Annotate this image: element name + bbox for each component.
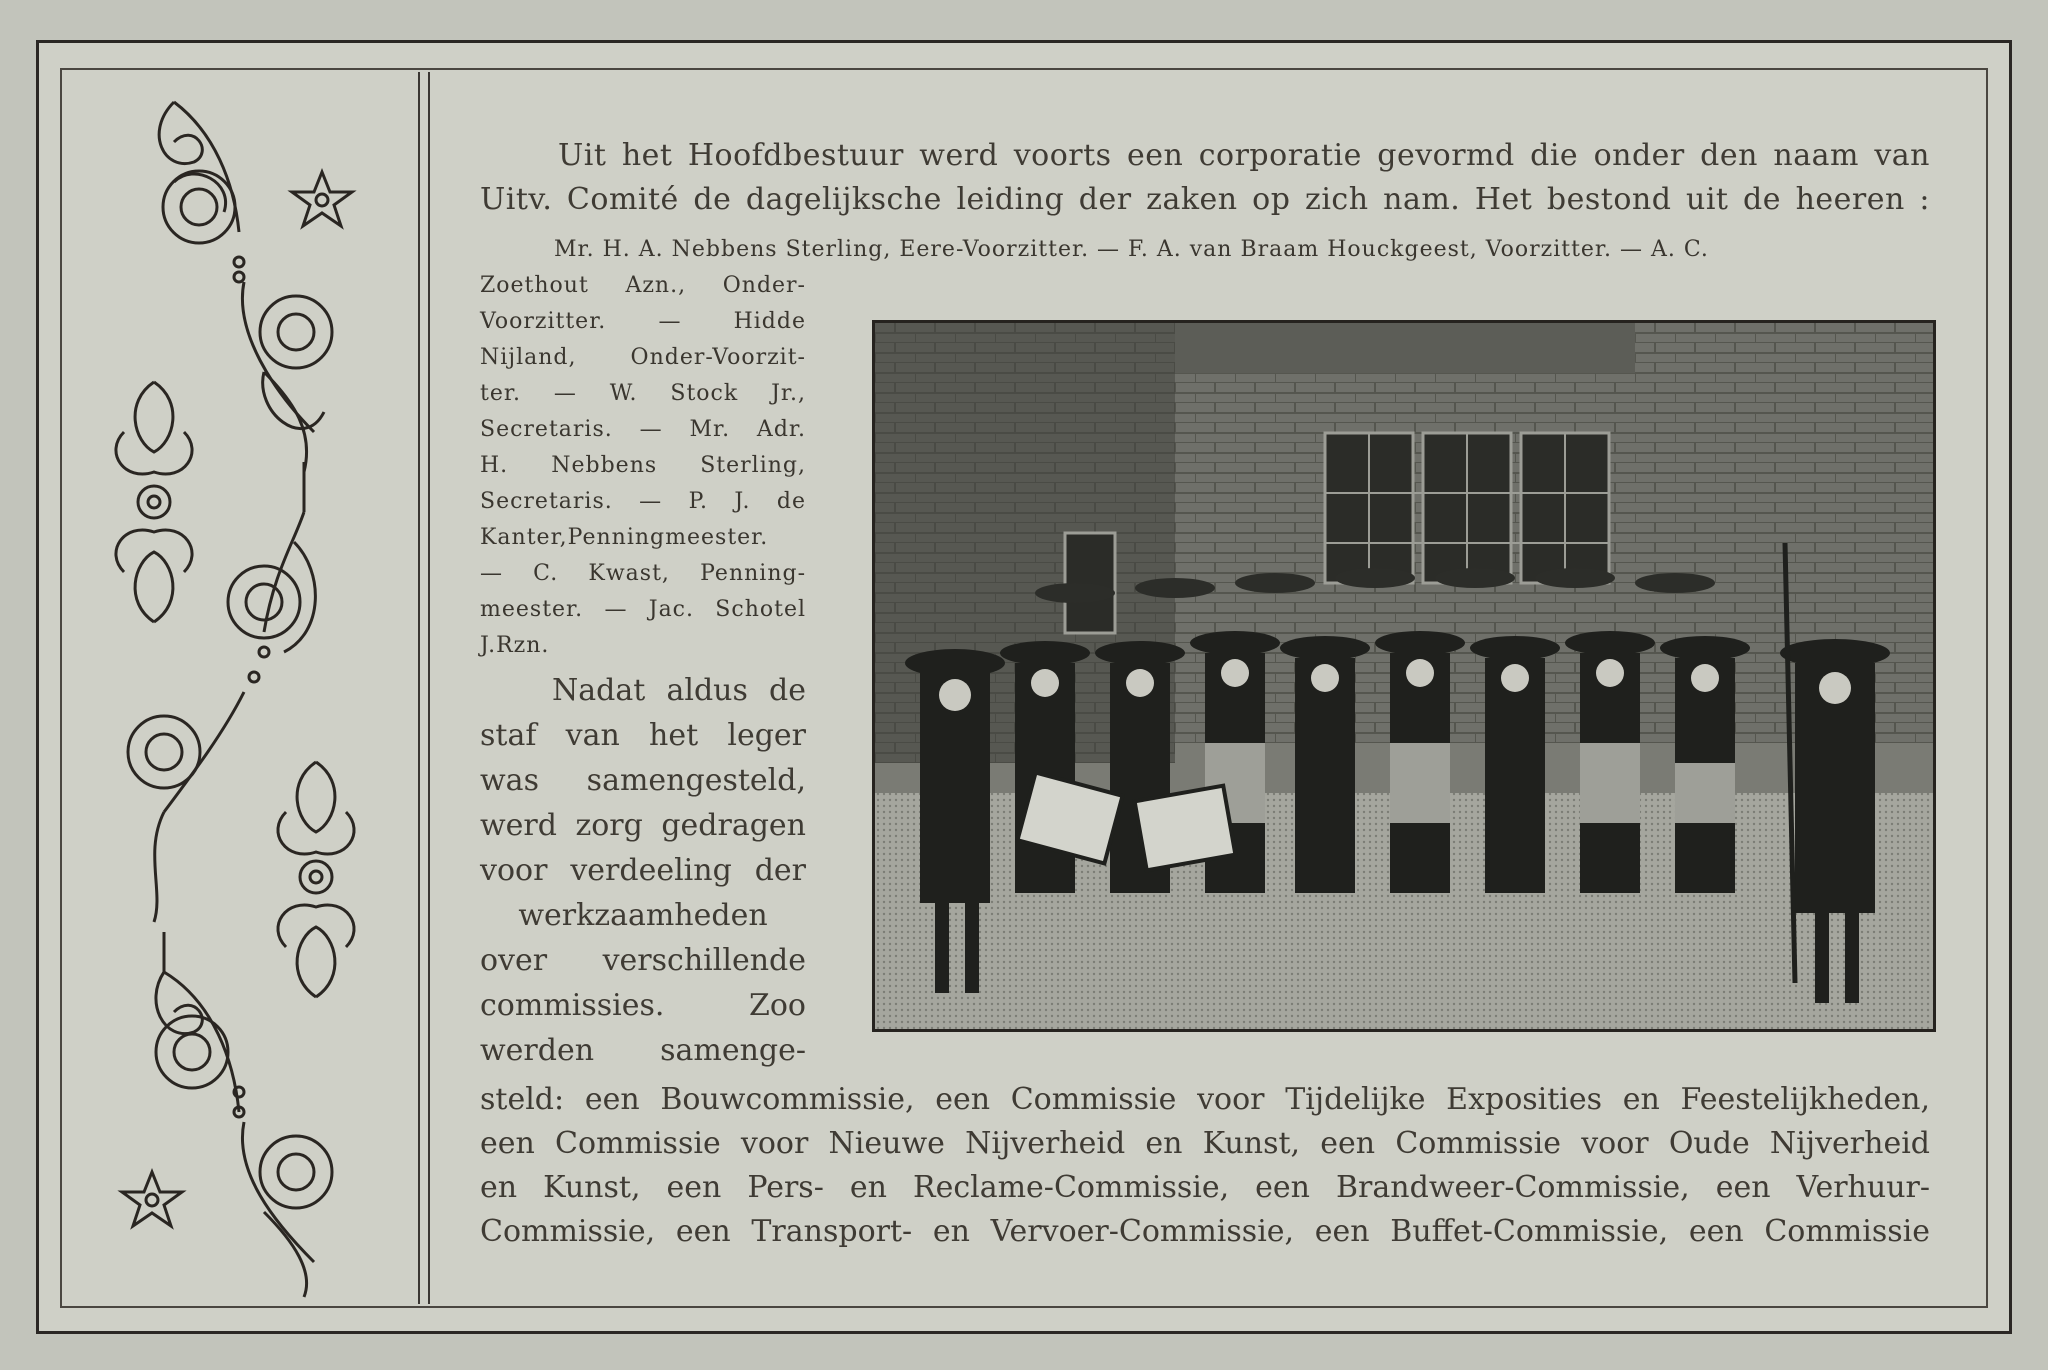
paragraph-line: commissies. Zoo bbox=[480, 988, 806, 1023]
members-line: Secretaris. — Mr. Adr. bbox=[480, 417, 806, 442]
scroll-ornament-icon bbox=[156, 972, 244, 1117]
fleur-de-lis-icon bbox=[116, 382, 192, 622]
members-line: Secretaris. — P. J. de bbox=[480, 489, 806, 514]
paragraph-line: Commissie, een Transport- en Vervoer-Commissie, een Buffet-Commissie, een Commissie bbox=[480, 1214, 1930, 1249]
members-line: ter. — W. Stock Jr., bbox=[480, 381, 806, 406]
bottom-paragraph bbox=[480, 1078, 1930, 1254]
scroll-ornament-icon bbox=[128, 692, 244, 922]
paragraph-line: over verschillende bbox=[480, 943, 806, 978]
members-line: Zoethout Azn., Onder- bbox=[480, 273, 806, 298]
star-icon bbox=[122, 1172, 182, 1226]
intro-paragraph bbox=[480, 134, 1930, 222]
ornament-panel bbox=[64, 72, 414, 1304]
column-divider-left bbox=[418, 72, 420, 1304]
paragraph-line: Nadat aldus de bbox=[552, 673, 806, 708]
paragraph-line: werd zorg gedragen bbox=[480, 808, 806, 843]
members-list bbox=[480, 268, 806, 664]
intro-line: Uit het Hoofdbestuur werd voorts een corporatie gevormd die onder den naam van bbox=[558, 138, 1930, 173]
paragraph-line: en Kunst, een Pers- en Reclame-Commissie, een Brandweer-Commissie, een Verhuur- bbox=[480, 1170, 1930, 1205]
members-first-line: Mr. H. A. Nebbens Sterling, Eere-Voorzitter. — F. A. van Braam Houckgeest, Voorzitter. — A. C. bbox=[554, 237, 1709, 262]
scroll-ornament-icon bbox=[242, 1122, 332, 1297]
group-photograph bbox=[872, 320, 1936, 1032]
paragraph-line: werkzaamheden bbox=[518, 898, 768, 933]
scroll-ornament-icon bbox=[242, 282, 332, 472]
members-line: meester. — Jac. Schotel bbox=[480, 597, 806, 622]
paragraph-line: was samengesteld, bbox=[480, 763, 806, 798]
members-line: Voorzitter. — Hidde bbox=[480, 309, 806, 334]
members-line: — C. Kwast, Penning- bbox=[480, 561, 806, 586]
paragraph-line: steld: een Bouwcommissie, een Commissie voor Tijdelijke Exposities en Feestelijkheden, bbox=[480, 1082, 1930, 1117]
paragraph-line: een Commissie voor Nieuwe Nijverheid en Kunst, een Commissie voor Oude Nijverheid bbox=[480, 1126, 1930, 1161]
scroll-ornament-icon bbox=[228, 512, 315, 682]
fleur-de-lis-icon bbox=[278, 762, 354, 997]
column-divider-right bbox=[428, 72, 430, 1304]
paragraph-line: voor verdeeling der bbox=[480, 853, 806, 888]
intro-line: Uitv. Comité de dagelijksche leiding der zaken op zich nam. Het bestond uit de heeren : bbox=[480, 182, 1930, 217]
members-line: Kanter,Penningmeester. bbox=[480, 525, 769, 550]
members-line: H. Nebbens Sterling, bbox=[480, 453, 806, 478]
paragraph-line: staf van het leger bbox=[480, 718, 806, 753]
members-line: J.Rzn. bbox=[480, 633, 550, 658]
second-paragraph-column bbox=[480, 668, 806, 1073]
paragraph-line: werden samenge- bbox=[480, 1033, 806, 1068]
star-icon bbox=[292, 172, 352, 226]
scroll-ornament-icon bbox=[159, 102, 244, 282]
members-line: Nijland, Onder-Voorzit- bbox=[480, 345, 806, 370]
